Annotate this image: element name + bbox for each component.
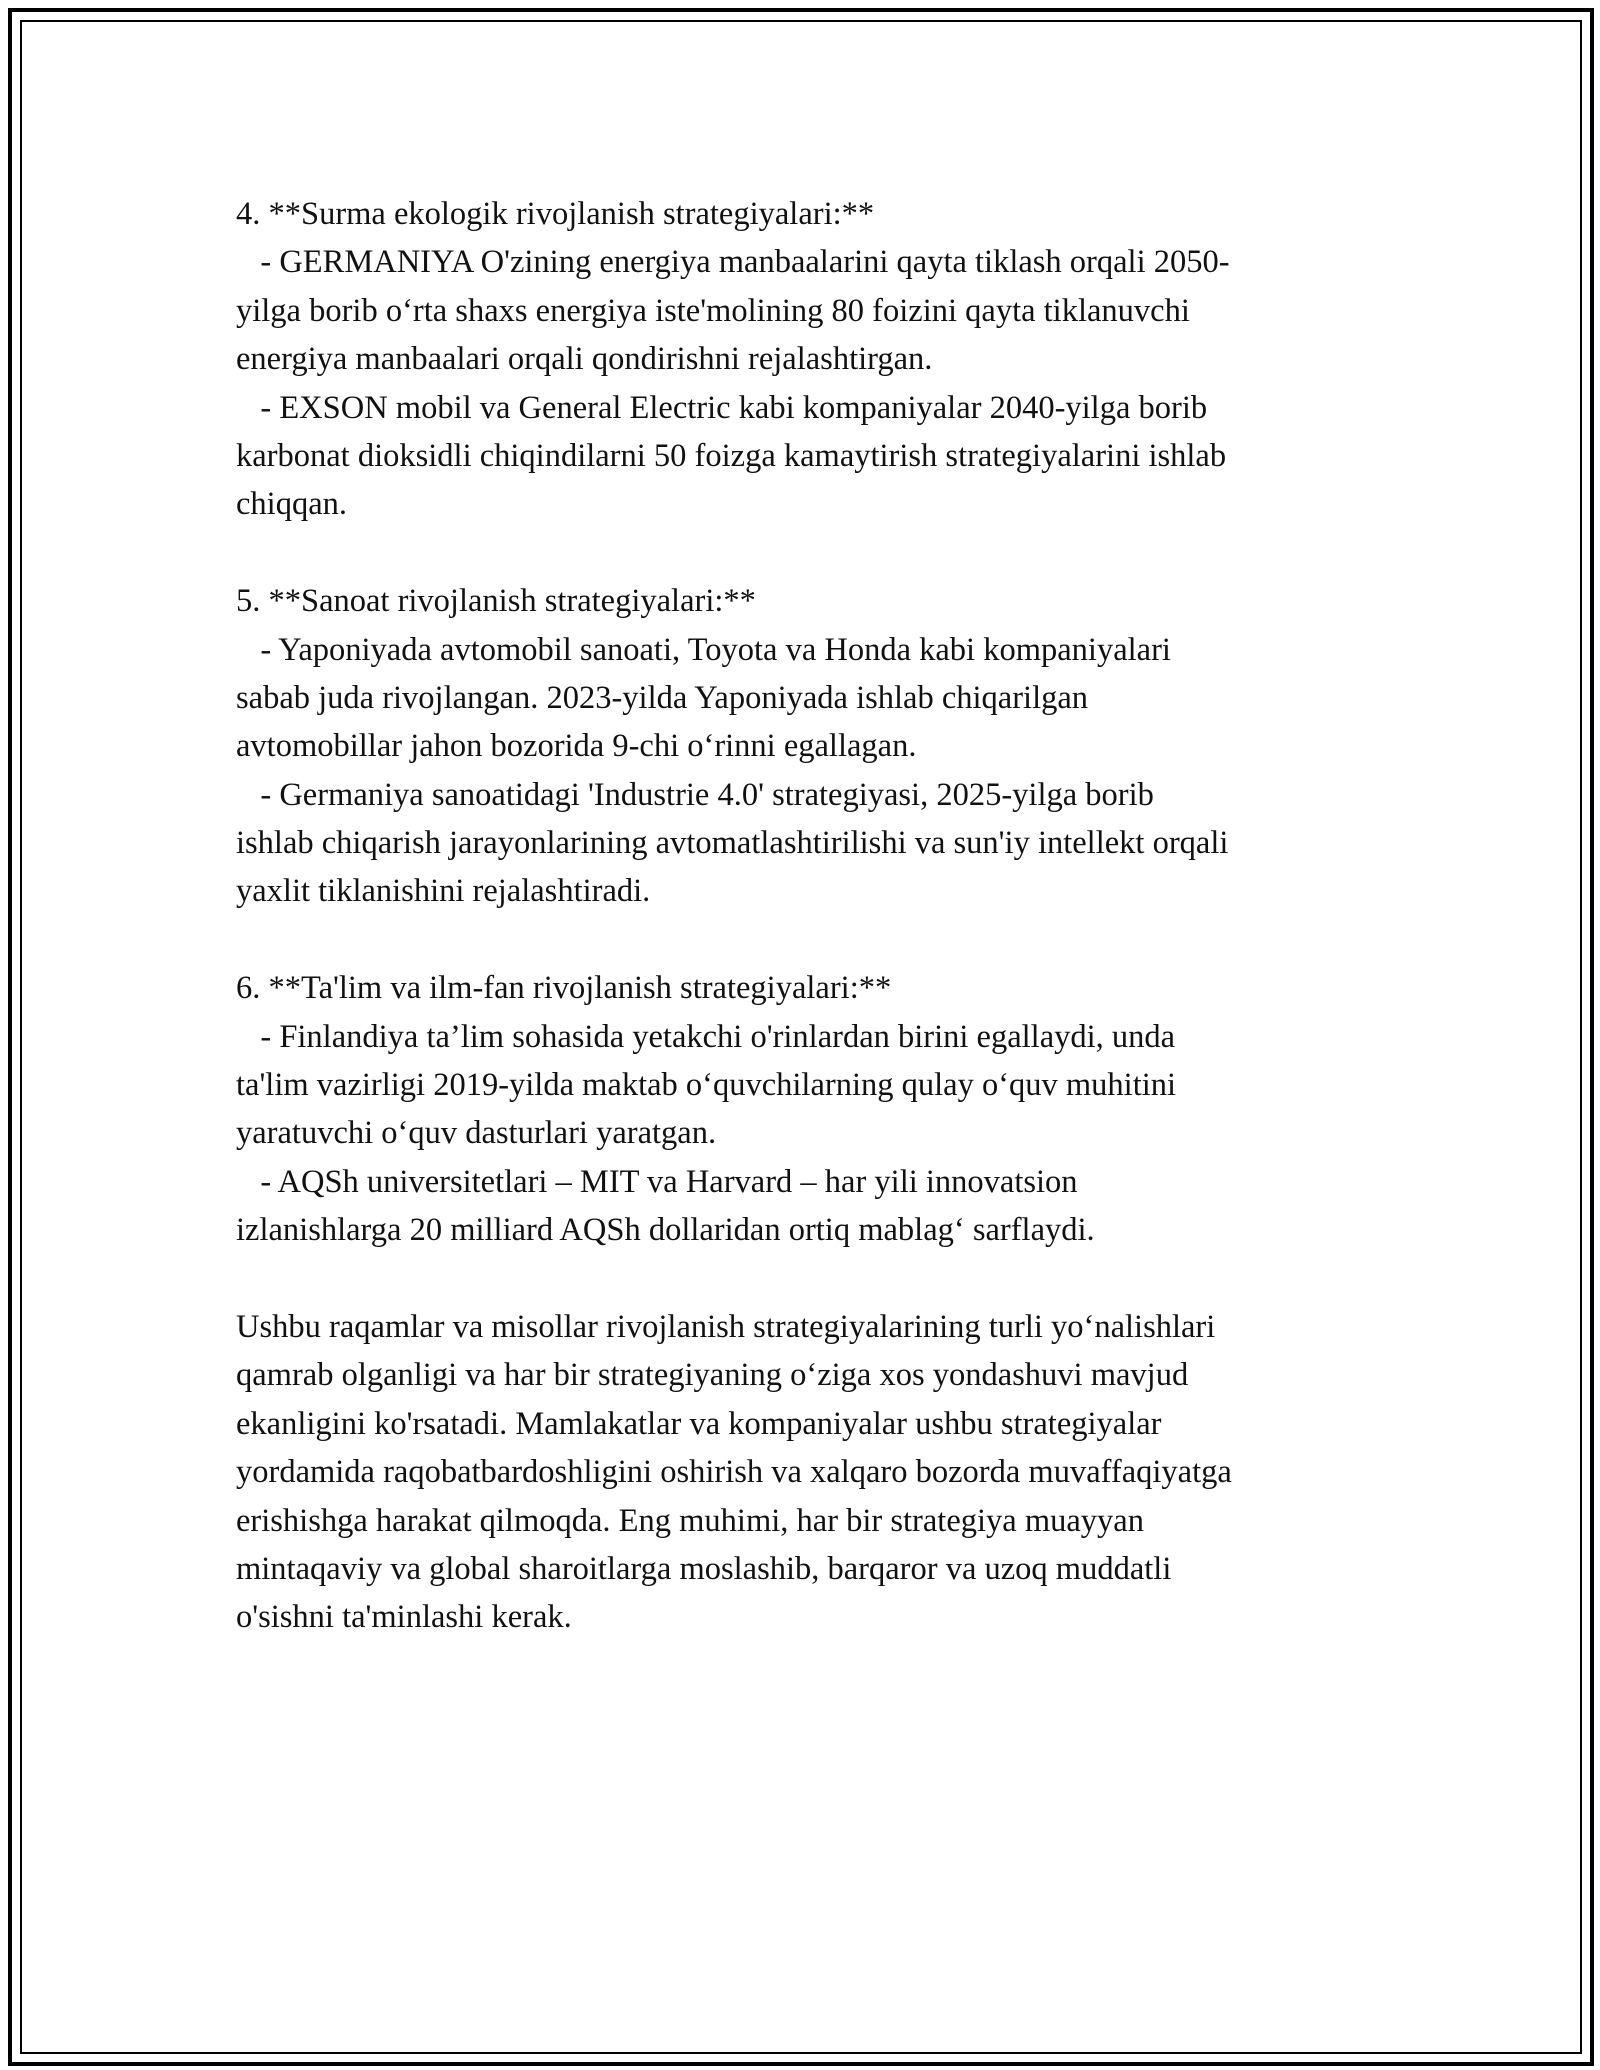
text-line: chiqqan. [236,486,348,523]
text-line: yilga borib o‘rta shaxs energiya iste'molining 80 foizini qayta tiklanuvchi [236,292,1190,329]
text-line: - GERMANIYA O'zining energiya manbaalarini qayta tiklash orqali 2050- [236,244,1230,281]
text-line: Ushbu raqamlar va misollar rivojlanish strategiyalarining turli yo‘nalishlari [236,1308,1216,1345]
section-conclusion [236,1303,1376,1642]
text-line: erishishga harakat qilmoqda. Eng muhimi, har bir strategiya muayyan [236,1502,1144,1539]
section-heading: 5. **Sanoat rivojlanish strategiyalari:** [236,583,756,620]
text-line: yordamida raqobatbardoshligini oshirish va xalqaro bozorda muvaffaqiyatga [236,1454,1232,1491]
document-body [236,190,1376,1642]
text-line: o'sishni ta'minlashi kerak. [236,1599,572,1636]
text-line: - EXSON mobil va General Electric kabi kompaniyalar 2040-yilga borib [236,389,1208,426]
text-line: - AQSh universitetlari – MIT va Harvard – har yili innovatsion [236,1163,1078,1200]
text-line: - Germaniya sanoatidagi 'Industrie 4.0' strategiyasi, 2025-yilga borib [236,776,1154,813]
section-heading: 6. **Ta'lim va ilm-fan rivojlanish strategiyalari:** [236,970,892,1007]
text-line: sabab juda rivojlangan. 2023-yilda Yaponiyada ishlab chiqarilgan [236,679,1089,716]
text-line: yaratuvchi o‘quv dasturlari yaratgan. [236,1115,717,1152]
text-line: ishlab chiqarish jarayonlarining avtomatlashtirilishi va sun'iy intellekt orqali [236,825,1229,862]
paragraph-gap [236,916,1376,964]
text-line: ta'lim vazirligi 2019-yilda maktab o‘quvchilarning qulay o‘quv muhitini [236,1067,1177,1104]
paragraph-gap [236,529,1376,577]
text-line: avtomobillar jahon bozorida 9-chi o‘rinni egallagan. [236,728,917,765]
text-line: - Finlandiya ta’lim sohasida yetakchi o'rinlardan birini egallaydi, unda [236,1018,1176,1055]
text-line: karbonat dioksidli chiqindilarni 50 foizga kamaytirish strategiyalarini ishlab [236,437,1227,474]
section-ecological-strategies [236,190,1376,529]
section-heading: 4. **Surma ekologik rivojlanish strategiyalari:** [236,196,875,232]
text-line: ekanligini ko'rsatadi. Mamlakatlar va kompaniyalar ushbu strategiyalar [236,1405,1162,1442]
text-line: mintaqaviy va global sharoitlarga moslashib, barqaror va uzoq muddatli [236,1550,1172,1587]
section-industrial-strategies [236,577,1376,916]
text-line: yaxlit tiklanishini rejalashtiradi. [236,873,651,910]
text-line: energiya manbaalari orqali qondirishni rejalashtirgan. [236,341,933,378]
section-education-strategies [236,964,1376,1254]
text-line: izlanishlarga 20 milliard AQSh dollaridan ortiq mablag‘ sarflaydi. [236,1212,1095,1249]
paragraph-gap [236,1255,1376,1303]
text-line: qamrab olganligi va har bir strategiyaning o‘ziga xos yondashuvi mavjud [236,1357,1189,1394]
text-line: - Yaponiyada avtomobil sanoati, Toyota va Honda kabi kompaniyalari [236,631,1171,668]
